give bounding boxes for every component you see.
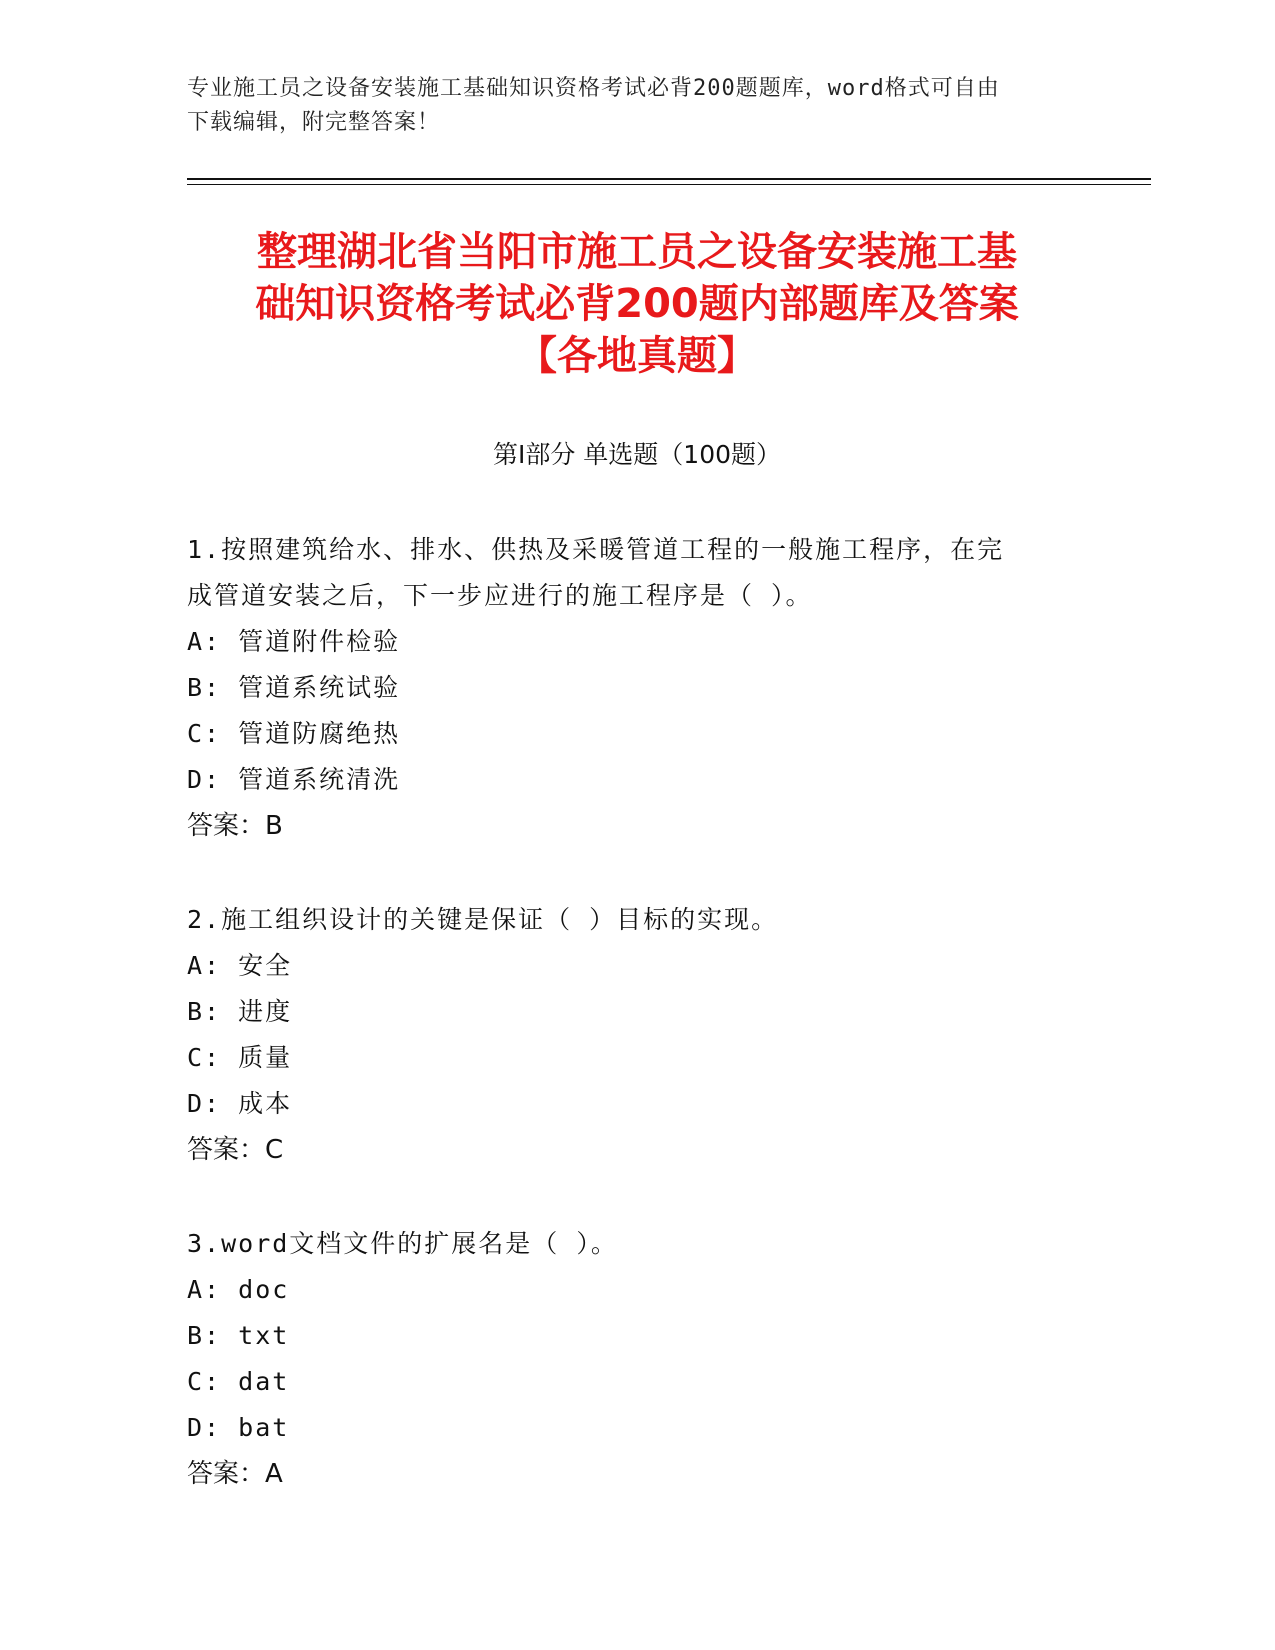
question-2 [187,897,1067,1173]
header-note-line-2: 下载编辑，附完整答案！ [187,110,441,135]
question-stem: 1.按照建筑给水、排水、供热及采暖管道工程的一般施工程序，在完 [187,535,1005,564]
header-note [187,72,1077,140]
question-option-c: C: 质量 [187,1043,293,1072]
question-option-c: C: 管道防腐绝热 [187,719,401,748]
question-1 [187,527,1067,849]
question-list [187,527,1067,1545]
question-option-d: D: 成本 [187,1089,293,1118]
question-option-b: B: txt [187,1321,290,1350]
question-answer: 答案：C [187,1135,284,1165]
question-option-d: D: 管道系统清洗 [187,765,401,794]
question-option-b: B: 进度 [187,997,293,1026]
question-answer: 答案：B [187,811,283,841]
question-stem: 2.施工组织设计的关键是保证（ ）目标的实现。 [187,905,779,934]
document-title [187,226,1087,382]
header-divider-thick [187,178,1151,180]
question-option-a: A: 安全 [187,951,293,980]
question-option-a: A: doc [187,1275,290,1304]
question-answer: 答案：A [187,1459,283,1489]
question-3 [187,1221,1067,1497]
question-stem: 3.word文档文件的扩展名是（ ）。 [187,1229,618,1258]
question-option-c: C: dat [187,1367,290,1396]
header-divider-thin [187,184,1151,185]
document-title-line-2: 础知识资格考试必背200题内部题库及答案 [255,281,1019,327]
document-title-line-1: 整理湖北省当阳市施工员之设备安装施工基 [257,229,1017,275]
document-title-line-3: 【各地真题】 [517,333,757,379]
question-option-b: B: 管道系统试验 [187,673,401,702]
question-option-a: A: 管道附件检验 [187,627,401,656]
question-stem: 成管道安装之后，下一步应进行的施工程序是（ ）。 [187,581,813,610]
section-title: 第Ⅰ部分 单选题（100题） [492,440,782,469]
question-option-d: D: bat [187,1413,290,1442]
header-note-line-1: 专业施工员之设备安装施工基础知识资格考试必背200题题库，word格式可自由 [187,76,1000,101]
